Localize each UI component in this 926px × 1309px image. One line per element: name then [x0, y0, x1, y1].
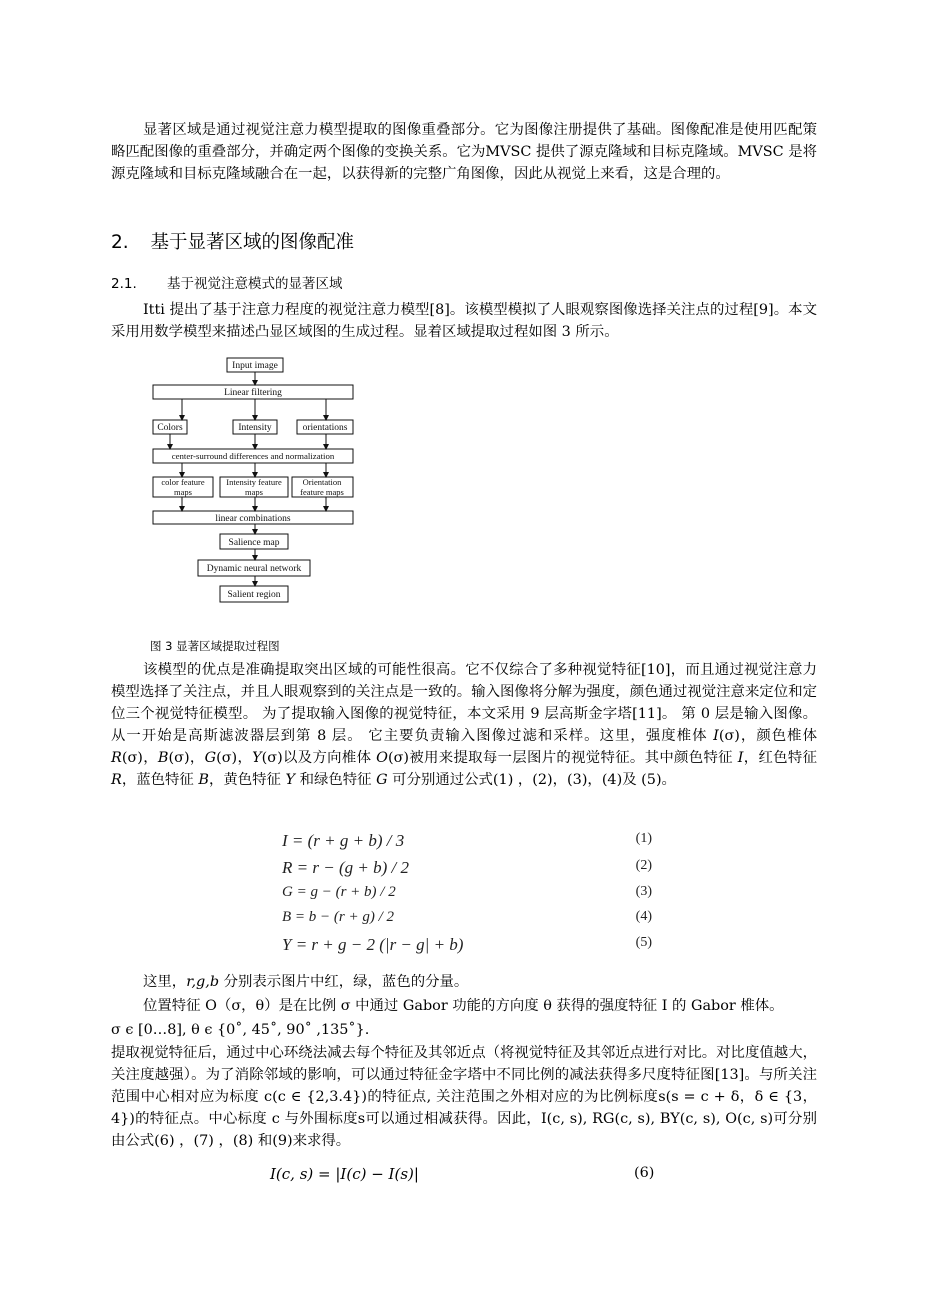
equation-5-expr: Y = r + g − 2 (|r − g| + b): [282, 935, 464, 954]
equation-6-expr: I(c, s) = |I(c) − I(s)|: [270, 1165, 419, 1183]
intro-paragraph: 显著区域是通过视觉注意力模型提取的图像重叠部分。它为图像注册提供了基础。图像配准是使用匹配策略匹配图像的重叠部分，并确定两个图像的变换关系。它为MVSC 提供了源克隆域和目标克隆域。MVSC 是将源克隆域和目标克隆域融合在一起，以获得新的完整广角图像，因此从视觉上来看，这是合理的。: [111, 122, 817, 182]
equation-4-expr: B = b − (r + g) / 2: [282, 909, 395, 925]
label-linear-filtering: Linear filtering: [224, 388, 282, 398]
label-orientations: orientations: [302, 423, 348, 433]
equation-2-number: (2): [635, 858, 652, 873]
label-linear-combinations: linear combinations: [215, 514, 291, 524]
label-salient-region: Salient region: [227, 590, 281, 600]
subsection-heading: [111, 272, 343, 292]
label-orientation-maps-line1: Orientation: [302, 477, 342, 487]
equation-3-number: (3): [635, 884, 652, 899]
saliency-flowchart: [140, 352, 370, 612]
label-intensity-maps-line2: maps: [245, 487, 263, 497]
section-title: 基于显著区域的图像配准: [150, 232, 354, 253]
label-dynamic-neural-network: Dynamic neural network: [206, 564, 302, 574]
subsection-title: 基于视觉注意模式的显著区域: [167, 276, 343, 292]
itti-paragraph: Itti 提出了基于注意力程度的视觉注意力模型[8]。该模型模拟了人眼观察图像选择关注点的过程[9]。本文采用用数学模型来描述凸显区域图的生成过程。显着区域提取过程如图 3 所示。: [111, 302, 817, 340]
label-input-image: Input image: [232, 361, 278, 371]
label-colors: Colors: [157, 423, 183, 433]
rgb-paragraph: 这里，r,g,b 分别表示图片中红，绿，蓝色的分量。: [143, 974, 469, 990]
label-orientation-maps-line2: feature maps: [300, 487, 344, 497]
label-color-maps-line1: color feature: [161, 477, 205, 487]
equation-2: [282, 858, 652, 884]
equation-4-number: (4): [635, 909, 652, 924]
label-salience-map: Salience map: [228, 538, 280, 548]
equation-3: [282, 884, 652, 910]
model-paragraph: 该模型的优点是准确提取突出区域的可能性很高。它不仅综合了多种视觉特征[10]，而且通过视觉注意力模型选择了关注点，并且人眼观察到的关注点是一致的。输入图像将分解为强度，颜色通过视觉注意来定位和定位三个视觉特征模型。 为了提取输入图像的视觉特征，本文采用 9 层高斯金字塔[11]。 第 0 层是输入图像。 从一开始是高斯滤波器层到第 8 层。 它主要负责输入图像过滤和采样。这里，强度椎体 I(σ)，颜色椎体 R(σ)，B(σ)，G(σ)，Y(σ)以及方向椎体 O(σ)被用来提取每一层图片的视觉特征。其中颜色特征 I，红色特征 R，蓝色特征 B，黄色特征 Y 和绿色特征 G 可分别通过公式(1) ，(2)，(3)，(4)及 (5)。: [111, 662, 817, 788]
equation-5-number: (5): [635, 935, 652, 950]
label-color-maps-line2: maps: [174, 487, 192, 497]
equation-2-expr: R = r − (g + b) / 2: [282, 858, 409, 877]
label-center-surround: center-surround differences and normalization: [171, 451, 335, 461]
equation-1-expr: I = (r + g + b) / 3: [282, 831, 405, 850]
equation-1: [282, 831, 652, 857]
subsection-number: 2.1.: [111, 276, 137, 292]
equation-1-number: (1): [635, 831, 652, 846]
label-intensity-maps-line1: Intensity feature: [226, 477, 282, 487]
section-heading: [111, 228, 354, 254]
equation-5: [282, 935, 652, 961]
extraction-paragraph: 提取视觉特征后，通过中心环绕法减去每个特征及其邻近点（将视觉特征及其邻近点进行对比。对比度值越大，关注度越强）。为了消除邻域的影响，可以通过特征金字塔中不同比例的减法获得多尺度特征图[13]。与所关注范围中心相对应为标度 c(c ∈ {2,3.4})的特征点, 关注范围之外相对应的为比例标度s(s = c + δ，δ ∈ {3，4})的特征点。中心标度 c 与外围标度s可以通过相减获得。因此，I(c, s), RG(c, s), BY(c, s), O(c, s)可分别由公式(6) ，(7) ，(8) 和(9)来求得。: [111, 1045, 817, 1149]
label-intensity: Intensity: [238, 423, 272, 433]
equation-3-expr: G = g − (r + b) / 2: [282, 884, 396, 900]
equation-4: [282, 909, 652, 935]
figure-caption: 图 3 显著区域提取过程图: [150, 639, 280, 653]
orientation-paragraph-line2: σ ϵ [0…8], θ ϵ {0˚, 45˚, 90˚ ,135˚}.: [111, 1022, 370, 1038]
orientation-paragraph-line1: 位置特征 O（σ，θ）是在比例 σ 中通过 Gabor 功能的方向度 θ 获得的强度特征 I 的 Gabor 椎体。: [143, 998, 784, 1014]
section-number: 2.: [111, 232, 129, 253]
equation-6-number: (6): [634, 1165, 655, 1181]
